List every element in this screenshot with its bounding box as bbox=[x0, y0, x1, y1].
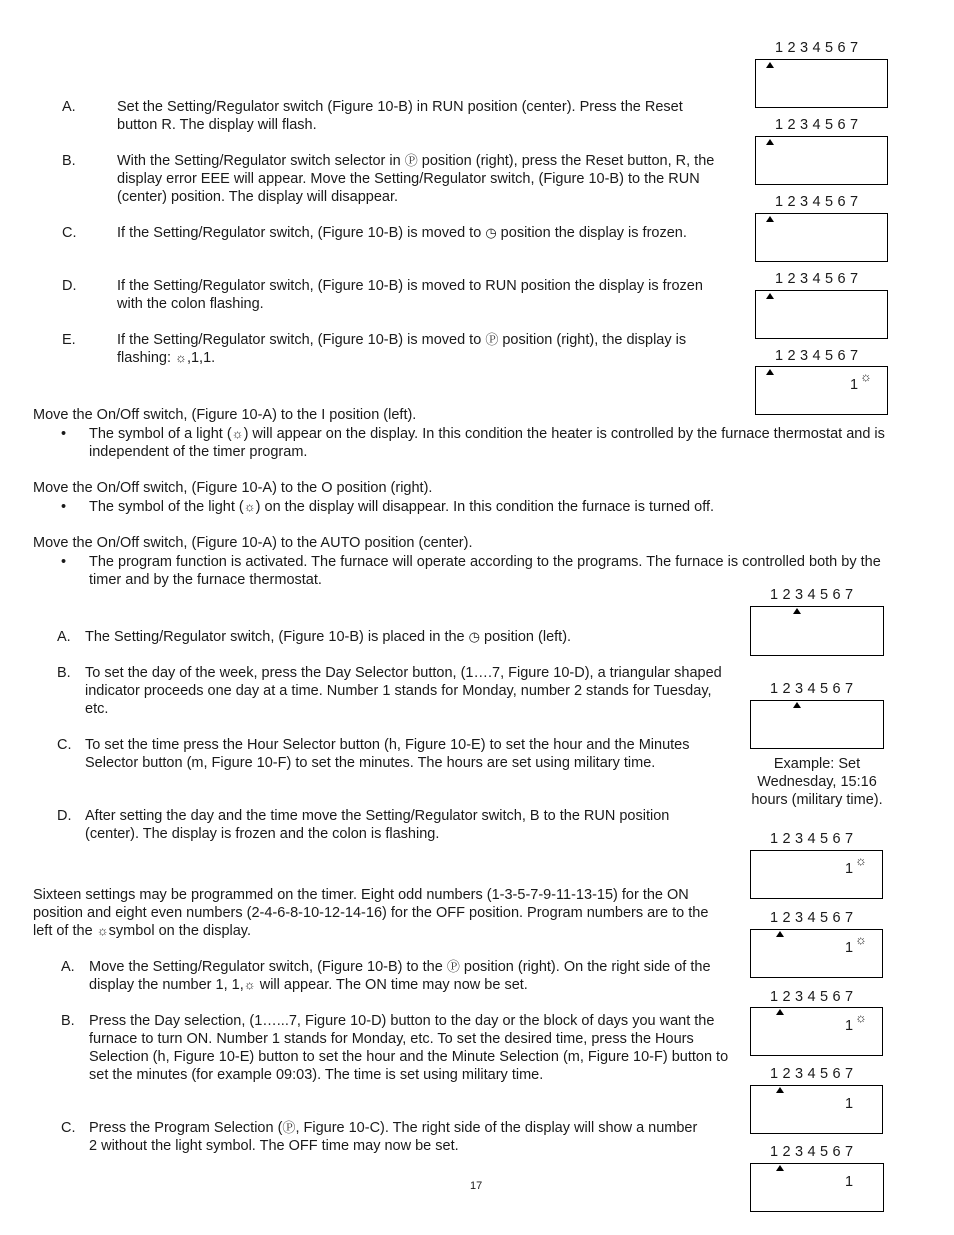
timer-display bbox=[750, 850, 883, 899]
programs-intro: Sixteen settings may be programmed on the timer. Eight odd numbers (1-3-5-7-9-11-13-15) for the ON position and eight even numbers (2-4-6-8-10-12-14-16) for the OFF position. Program numbers are to the left of the ☼symbol on the display. bbox=[33, 887, 709, 939]
timer-display bbox=[750, 1163, 884, 1212]
timer-display bbox=[750, 700, 884, 749]
item-letter-b: B. bbox=[57, 665, 71, 681]
program-icon: Ⓟ bbox=[404, 153, 418, 168]
timer-display bbox=[750, 606, 884, 656]
timer-display bbox=[755, 136, 888, 185]
program-icon: Ⓟ bbox=[446, 959, 460, 974]
item-letter-c: C. bbox=[57, 737, 72, 753]
day-indicator-icon bbox=[766, 293, 774, 299]
display-program-number: 1 bbox=[845, 1096, 854, 1112]
day-indicator-icon bbox=[776, 931, 784, 937]
light-icon: ☼ bbox=[855, 853, 867, 868]
item-letter-a: A. bbox=[62, 99, 76, 115]
onoff-o-bullet: • The symbol of the light (☼) on the display will disappear. In this condition the furnace is turned off. bbox=[89, 498, 919, 516]
item-text-a: Set the Setting/Regulator switch (Figure 10-B) in RUN position (center). Press the Reset button R. The display will flash. bbox=[117, 99, 683, 133]
day-row-label: 1 2 3 4 5 6 7 bbox=[770, 1066, 854, 1082]
day-indicator-icon bbox=[776, 1165, 784, 1171]
display-program-number: 1 bbox=[845, 861, 854, 877]
day-row-label: 1 2 3 4 5 6 7 bbox=[775, 271, 859, 287]
item-letter-b: B. bbox=[62, 153, 76, 169]
light-icon: ☼ bbox=[243, 977, 256, 992]
item-letter-d: D. bbox=[62, 278, 77, 294]
display-program-number: 1 bbox=[850, 377, 859, 393]
day-row-label: 1 2 3 4 5 6 7 bbox=[775, 117, 859, 133]
light-icon: ☼ bbox=[860, 369, 872, 384]
program-icon: Ⓟ bbox=[485, 332, 499, 347]
item-text-e: If the Setting/Regulator switch, (Figure 10-B) is moved to Ⓟ position (right), the display is flashing: ☼,1,1. bbox=[117, 332, 687, 366]
onoff-auto-bullet: • The program function is activated. The furnace will operate according to the programs. The furnace is controlled both by the timer and by the furnace thermostat. bbox=[89, 553, 914, 589]
onoff-auto-position: Move the On/Off switch, (Figure 10-A) to the AUTO position (center). bbox=[33, 535, 473, 551]
day-indicator-icon bbox=[793, 702, 801, 708]
program-icon: Ⓟ bbox=[282, 1120, 296, 1135]
day-row-label: 1 2 3 4 5 6 7 bbox=[775, 194, 859, 210]
item-text-c: If the Setting/Regulator switch, (Figure 10-B) is moved to ◷ position the display is frozen. bbox=[117, 225, 687, 241]
light-icon: ☼ bbox=[855, 1010, 867, 1025]
item-letter-c: C. bbox=[61, 1120, 76, 1136]
day-row-label: 1 2 3 4 5 6 7 bbox=[775, 40, 859, 56]
day-row-label: 1 2 3 4 5 6 7 bbox=[770, 1144, 854, 1160]
item-text-c: To set the time press the Hour Selector button (h, Figure 10-E) to set the hour and the Minutes Selector button (m, Figure 10-F) to set the minutes. The hours are set using military time. bbox=[85, 737, 690, 771]
light-icon: ☼ bbox=[96, 923, 109, 938]
day-indicator-icon bbox=[766, 369, 774, 375]
item-text-b: With the Setting/Regulator switch selector in Ⓟ position (right), press the Reset button, R, the display error EEE will appear. Move the Setting/Regulator switch, (Figure 10-B) to the RUN (center) position. The display will disappear. bbox=[117, 153, 715, 205]
timer-display bbox=[755, 366, 888, 415]
light-icon: ☼ bbox=[231, 426, 244, 441]
example-caption: Example: Set Wednesday, 15:16 hours (military time). bbox=[751, 756, 883, 808]
item-text-d: If the Setting/Regulator switch, (Figure 10-B) is moved to RUN position the display is frozen with the colon flashing. bbox=[117, 278, 703, 312]
timer-display bbox=[755, 213, 888, 262]
item-letter-e: E. bbox=[62, 332, 76, 348]
day-row-label: 1 2 3 4 5 6 7 bbox=[770, 681, 854, 697]
timer-display bbox=[750, 929, 883, 978]
timer-display bbox=[750, 1007, 883, 1056]
timer-display bbox=[755, 290, 888, 339]
item-letter-d: D. bbox=[57, 808, 72, 824]
clock-icon: ◷ bbox=[468, 629, 480, 644]
item-letter-c: C. bbox=[62, 225, 77, 241]
light-icon: ☼ bbox=[243, 499, 256, 514]
item-text-b: Press the Day selection, (1…...7, Figure 10-D) button to the day or the block of days you want the furnace to turn ON. Number 1 stands for Monday, etc. To set the desired time, press the Hours Selection (h, Figure 10-E) button to set the hour and the Minute Selection (m, Figure 10-F) button to set the minutes (for example 09:03). The time is set using military time. bbox=[89, 1013, 729, 1083]
day-row-label: 1 2 3 4 5 6 7 bbox=[770, 831, 854, 847]
item-text-b: To set the day of the week, press the Day Selector button, (1….7, Figure 10-D), a triangular shaped indicator proceeds one day at a time. Number 1 stands for Monday, number 2 stands for Tuesday, etc. bbox=[85, 665, 722, 717]
day-row-label: 1 2 3 4 5 6 7 bbox=[770, 989, 854, 1005]
day-indicator-icon bbox=[766, 216, 774, 222]
day-indicator-icon bbox=[776, 1087, 784, 1093]
day-row-label: 1 2 3 4 5 6 7 bbox=[770, 910, 854, 926]
day-indicator-icon bbox=[766, 139, 774, 145]
display-program-number: 1 bbox=[845, 1018, 854, 1034]
day-row-label: 1 2 3 4 5 6 7 bbox=[775, 348, 859, 364]
item-text-d: After setting the day and the time move the Setting/Regulator switch, B to the RUN position (center). The display is frozen and the colon is flashing. bbox=[85, 808, 670, 842]
onoff-i-bullet: • The symbol of a light (☼) will appear on the display. In this condition the heater is controlled by the furnace thermostat and is independent of the timer program. bbox=[89, 425, 919, 461]
item-text-a: The Setting/Regulator switch, (Figure 10-B) is placed in the ◷ position (left). bbox=[85, 629, 572, 645]
day-indicator-icon bbox=[793, 608, 801, 614]
display-program-number: 1 bbox=[845, 1174, 854, 1190]
timer-display bbox=[755, 59, 888, 108]
light-icon: ☼ bbox=[175, 350, 187, 365]
display-program-number: 1 bbox=[845, 940, 854, 956]
item-text-a: Move the Setting/Regulator switch, (Figure 10-B) to the Ⓟ position (right). On the right side of the display the number 1, 1,☼ will appear. The ON time may now be set. bbox=[89, 959, 711, 993]
light-icon: ☼ bbox=[855, 932, 867, 947]
timer-display bbox=[750, 1085, 883, 1134]
page-number: 17 bbox=[470, 1180, 483, 1192]
onoff-i-position: Move the On/Off switch, (Figure 10-A) to the I position (left). bbox=[33, 407, 417, 423]
day-indicator-icon bbox=[766, 62, 774, 68]
item-text-c: Press the Program Selection (Ⓟ, Figure 10-C). The right side of the display will show a number 2 without the light symbol. The OFF time may now be set. bbox=[89, 1120, 698, 1154]
item-letter-b: B. bbox=[61, 1013, 75, 1029]
item-letter-a: A. bbox=[57, 629, 71, 645]
day-row-label: 1 2 3 4 5 6 7 bbox=[770, 587, 854, 603]
item-letter-a: A. bbox=[61, 959, 75, 975]
day-indicator-icon bbox=[776, 1009, 784, 1015]
onoff-o-position: Move the On/Off switch, (Figure 10-A) to the O position (right). bbox=[33, 480, 433, 496]
clock-icon: ◷ bbox=[485, 225, 497, 240]
